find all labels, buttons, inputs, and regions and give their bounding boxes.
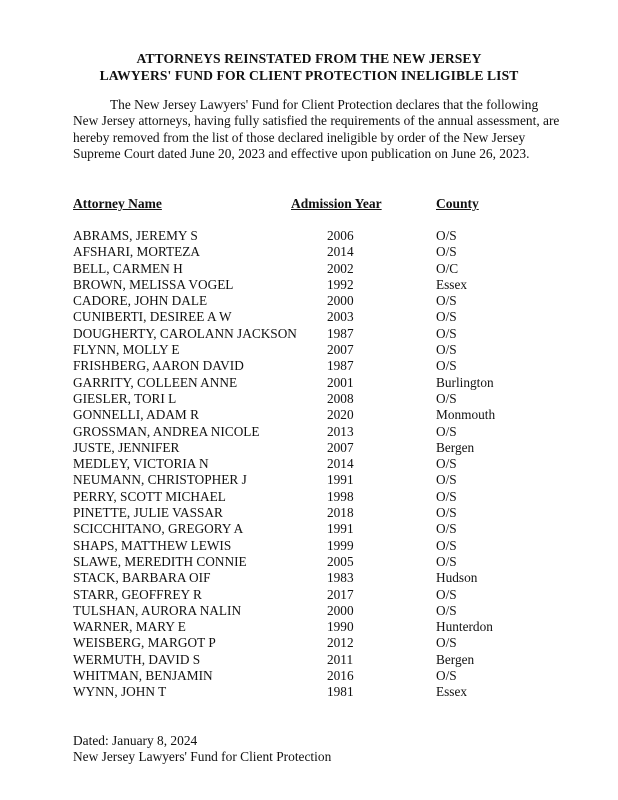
attorney-name: CUNIBERTI, DESIREE A W — [73, 309, 232, 325]
county: Bergen — [436, 439, 475, 455]
list-item — [0, 505, 618, 521]
list-item — [0, 358, 618, 374]
county: O/S — [436, 325, 457, 341]
list-item — [0, 684, 618, 700]
list-item — [0, 342, 618, 358]
admission-year: 1991 — [327, 521, 354, 537]
county: O/S — [436, 602, 457, 618]
title-line-1: ATTORNEYS REINSTATED FROM THE NEW JERSEY — [136, 51, 482, 66]
list-item — [0, 652, 618, 668]
column-header-admission-year: Admission Year — [291, 196, 382, 211]
admission-year: 1991 — [327, 472, 354, 488]
list-item — [0, 489, 618, 505]
county: Bergen — [436, 651, 475, 667]
admission-year: 2016 — [327, 668, 354, 684]
admission-year: 2014 — [327, 456, 354, 472]
list-item — [0, 440, 618, 456]
county: Essex — [436, 276, 468, 292]
attorney-name: NEUMANN, CHRISTOPHER J — [73, 472, 247, 488]
list-item — [0, 293, 618, 309]
list-item — [0, 603, 618, 619]
county: Hunterdon — [436, 619, 493, 635]
attorney-name: PINETTE, JULIE VASSAR — [73, 505, 223, 521]
list-item — [0, 424, 618, 440]
admission-year: 2003 — [327, 309, 354, 325]
list-item — [0, 570, 618, 586]
attorney-name: STACK, BARBARA OIF — [73, 570, 211, 586]
county: O/C — [436, 260, 459, 276]
list-item — [0, 587, 618, 603]
admission-year: 1981 — [327, 684, 354, 700]
admission-year: 2011 — [327, 651, 354, 667]
admission-year: 2005 — [327, 553, 354, 569]
attorney-name: WHITMAN, BENJAMIN — [73, 668, 213, 684]
organization-line: New Jersey Lawyers' Fund for Client Protection — [73, 749, 332, 765]
list-item — [0, 472, 618, 488]
admission-year: 2001 — [327, 374, 354, 390]
column-header-attorney-name: Attorney Name — [73, 196, 162, 211]
county: O/S — [436, 309, 457, 325]
county: O/S — [436, 244, 457, 260]
admission-year: 1990 — [327, 619, 354, 635]
attorney-name: WARNER, MARY E — [73, 619, 186, 635]
attorney-name: GONNELLI, ADAM R — [73, 407, 199, 423]
county: O/S — [436, 390, 457, 406]
admission-year: 2007 — [327, 342, 354, 358]
list-item — [0, 635, 618, 651]
admission-year: 1999 — [327, 537, 354, 553]
county: Monmouth — [436, 407, 496, 423]
county: O/S — [436, 472, 457, 488]
county: O/S — [436, 505, 457, 521]
county: Essex — [436, 684, 468, 700]
admission-year: 2014 — [327, 244, 354, 260]
admission-year: 1987 — [327, 325, 354, 341]
county: Burlington — [436, 374, 494, 390]
county: O/S — [436, 521, 457, 537]
attorney-name: BROWN, MELISSA VOGEL — [73, 276, 234, 292]
intro-paragraph: The New Jersey Lawyers' Fund for Client Protection declares that the following New Jersey attorneys, having fully satisfied the requirements of the annual assessment, are hereby removed from the list of those declared ineligible by order of the New Jersey Supreme Court dated June 20, 2023 and effective upon publication on June 26, 2023. — [73, 97, 560, 161]
attorney-name: CADORE, JOHN DALE — [73, 293, 208, 309]
admission-year: 2002 — [327, 260, 354, 276]
attorney-name: FLYNN, MOLLY E — [73, 342, 180, 358]
attorney-name: WEISBERG, MARGOT P — [73, 635, 216, 651]
attorney-name: WERMUTH, DAVID S — [73, 651, 201, 667]
list-item — [0, 456, 618, 472]
list-item — [0, 228, 618, 244]
attorney-name: WYNN, JOHN T — [73, 684, 167, 700]
admission-year: 1998 — [327, 488, 354, 504]
county: O/S — [436, 635, 457, 651]
admission-year: 2012 — [327, 635, 354, 651]
attorney-name: TULSHAN, AURORA NALIN — [73, 602, 242, 618]
county: O/S — [436, 342, 457, 358]
attorney-name: JUSTE, JENNIFER — [73, 439, 180, 455]
list-item — [0, 277, 618, 293]
attorney-name: GARRITY, COLLEEN ANNE — [73, 374, 238, 390]
county: O/S — [436, 456, 457, 472]
county: O/S — [436, 586, 457, 602]
column-header-county: County — [436, 196, 479, 211]
attorney-name: MEDLEY, VICTORIA N — [73, 456, 209, 472]
list-item — [0, 375, 618, 391]
list-item — [0, 391, 618, 407]
attorney-name: PERRY, SCOTT MICHAEL — [73, 488, 226, 504]
county: O/S — [436, 293, 457, 309]
list-item — [0, 619, 618, 635]
title-line-2: LAWYERS' FUND FOR CLIENT PROTECTION INELIGIBLE LIST — [99, 67, 519, 83]
dated-line: Dated: January 8, 2024 — [73, 733, 198, 748]
county: Hudson — [436, 570, 478, 586]
list-item — [0, 554, 618, 570]
county: O/S — [436, 537, 457, 553]
attorney-name: DOUGHERTY, CAROLANN JACKSON — [73, 325, 297, 341]
attorney-name: SCICCHITANO, GREGORY A — [73, 521, 244, 537]
admission-year: 2020 — [327, 407, 354, 423]
attorney-name: AFSHARI, MORTEZA — [73, 244, 201, 260]
list-item — [0, 538, 618, 554]
county: O/S — [436, 668, 457, 684]
attorney-list — [0, 228, 618, 701]
footer — [73, 733, 331, 766]
county: O/S — [436, 553, 457, 569]
admission-year: 2013 — [327, 423, 354, 439]
county: O/S — [436, 358, 457, 374]
county: O/S — [436, 423, 457, 439]
attorney-name: BELL, CARMEN H — [73, 260, 183, 276]
attorney-name: GIESLER, TORI L — [73, 390, 177, 406]
attorney-name: FRISHBERG, AARON DAVID — [73, 358, 244, 374]
admission-year: 2008 — [327, 390, 354, 406]
admission-year: 2000 — [327, 602, 354, 618]
list-item — [0, 521, 618, 537]
document-title — [0, 51, 618, 84]
list-item — [0, 244, 618, 260]
list-item — [0, 668, 618, 684]
admission-year: 2006 — [327, 228, 354, 243]
attorney-name: SLAWE, MEREDITH CONNIE — [73, 553, 247, 569]
attorney-name: STARR, GEOFFREY R — [73, 586, 202, 602]
attorney-name: GROSSMAN, ANDREA NICOLE — [73, 423, 260, 439]
county: O/S — [436, 488, 457, 504]
admission-year: 2018 — [327, 505, 354, 521]
list-item — [0, 261, 618, 277]
county: O/S — [436, 228, 457, 243]
attorney-name: ABRAMS, JEREMY S — [73, 228, 198, 243]
attorney-name: SHAPS, MATTHEW LEWIS — [73, 537, 232, 553]
admission-year: 2017 — [327, 586, 354, 602]
list-item — [0, 407, 618, 423]
admission-year: 2007 — [327, 439, 354, 455]
list-item — [0, 309, 618, 325]
admission-year: 1983 — [327, 570, 354, 586]
admission-year: 1987 — [327, 358, 354, 374]
admission-year: 1992 — [327, 276, 354, 292]
admission-year: 2000 — [327, 293, 354, 309]
list-item — [0, 326, 618, 342]
